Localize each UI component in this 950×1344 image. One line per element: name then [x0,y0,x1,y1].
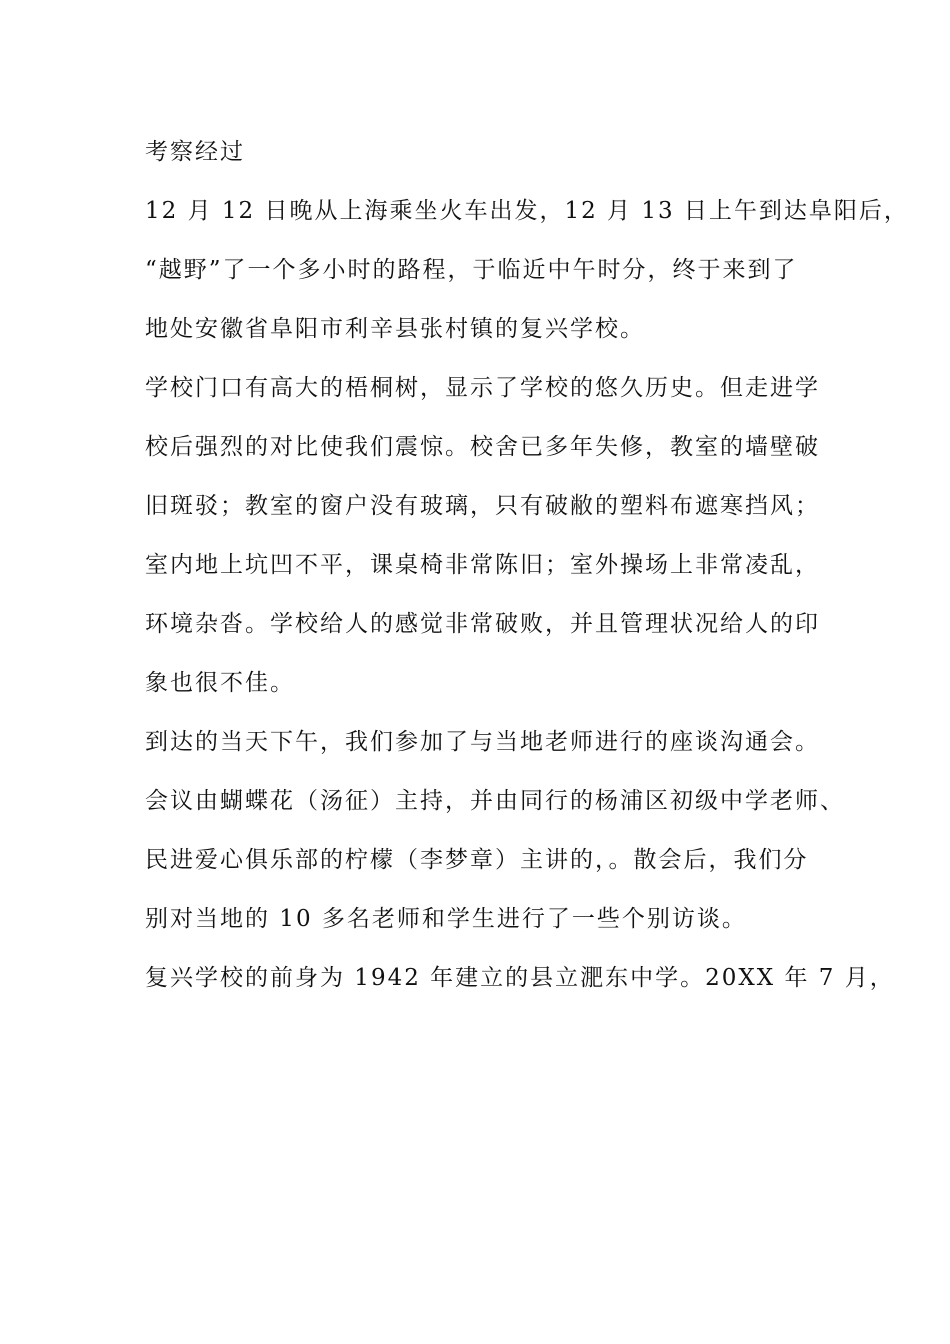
text-line: 别对当地的 10 多名老师和学生进行了一些个别访谈。 [145,906,747,932]
text-line: 12 月 12 日晚从上海乘坐火车出发，12 月 13 日上午到达阜阳后， [145,198,909,224]
text-line: 旧斑驳；教室的窗户没有玻璃，只有破敝的塑料布遮寒挡风； [145,493,820,519]
text-line: 民进爱心俱乐部的柠檬（李梦章）主讲的，。散会后，我们分 [145,847,809,873]
text-line: 象也很不佳。 [145,670,295,696]
text-line: 室内地上坑凹不平，课桌椅非常陈旧；室外操场上非常凌乱， [145,552,820,578]
text-line: 校后强烈的对比使我们震惊。校舍已多年失修，教室的墙壁破 [145,434,820,460]
text-line: 到达的当天下午，我们参加了与当地老师进行的座谈沟通会。 [145,729,820,755]
document-body [145,136,909,1021]
text-line: 环境杂沓。学校给人的感觉非常破败，并且管理状况给人的印 [145,611,820,637]
section-heading: 考察经过 [145,139,245,165]
text-line: 会议由蝴蝶花（汤征）主持，并由同行的杨浦区初级中学老师、 [145,788,845,814]
text-line: 复兴学校的前身为 1942 年建立的县立淝东中学。20XX 年 7 月， [145,965,895,991]
text-line: 学校门口有高大的梧桐树，显示了学校的悠久历史。但走进学 [145,375,820,401]
text-line: “越野”了一个多小时的路程，于临近中午时分，终于来到了 [145,257,798,283]
text-line: 地处安徽省阜阳市利辛县张村镇的复兴学校。 [145,316,645,342]
